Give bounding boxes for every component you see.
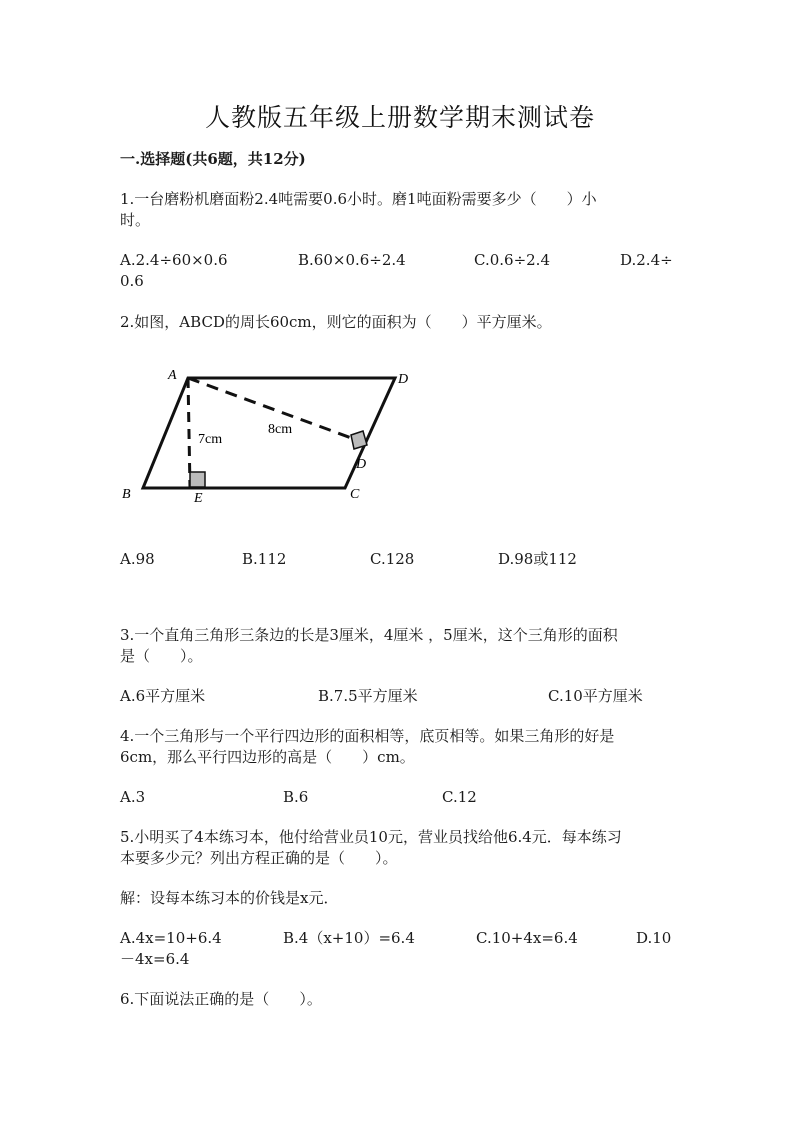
section-heading: 一.选择题(共6题，共12分) bbox=[120, 150, 306, 168]
question-5-option-d-cont: －4x=6.4 bbox=[120, 950, 190, 968]
vertex-label-d: D bbox=[398, 372, 409, 387]
question-1-text-line2: 时。 bbox=[120, 211, 151, 229]
diagonal-label: 8cm bbox=[268, 422, 293, 437]
question-2-option-c[interactable]: C.128 bbox=[370, 550, 415, 568]
question-4-text-line2: 6cm，那么平行四边形的高是（ ）cm。 bbox=[120, 748, 415, 766]
question-3-option-b[interactable]: B.7.5平方厘米 bbox=[318, 687, 418, 705]
question-5-option-c[interactable]: C.10+4x=6.4 bbox=[476, 929, 578, 947]
question-3-text-line1: 3.一个直角三角形三条边的长是3厘米，4厘米 ，5厘米，这个三角形的面积 bbox=[120, 626, 618, 644]
question-2-option-a[interactable]: A.98 bbox=[120, 550, 155, 568]
right-angle-mark-e bbox=[190, 472, 205, 487]
right-angle-mark-d bbox=[351, 431, 367, 449]
question-3-option-c[interactable]: C.10平方厘米 bbox=[548, 687, 643, 705]
question-5-solution: 解：设每本练习本的价钱是x元． bbox=[120, 889, 339, 907]
foot-label-d: D bbox=[356, 457, 367, 472]
question-4-option-c[interactable]: C.12 bbox=[442, 788, 477, 806]
vertex-label-c: C bbox=[350, 487, 360, 502]
question-1-option-d-cont: 0.6 bbox=[120, 272, 144, 290]
question-2-option-b[interactable]: B.112 bbox=[242, 550, 287, 568]
question-5-option-b[interactable]: B.4（x+10）=6.4 bbox=[283, 929, 415, 947]
question-1-option-a[interactable]: A.2.4÷60×0.6 bbox=[120, 251, 228, 269]
question-5-option-d[interactable]: D.10 bbox=[636, 929, 672, 947]
question-1-text-line1: 1.一台磨粉机磨面粉2.4吨需要0.6小时。磨1吨面粉需要多少（ ）小 bbox=[120, 190, 597, 208]
question-5-text-line1: 5.小明买了4本练习本，他付给营业员10元，营业员找给他6.4元．每本练习 bbox=[120, 828, 622, 846]
question-3-option-a[interactable]: A.6平方厘米 bbox=[120, 687, 206, 705]
question-6-text: 6.下面说法正确的是（ ）。 bbox=[120, 990, 322, 1008]
question-5-text-line2: 本要多少元？列出方程正确的是（ ）。 bbox=[120, 849, 398, 867]
parallelogram-figure bbox=[110, 355, 430, 515]
question-1-option-b[interactable]: B.60×0.6÷2.4 bbox=[298, 251, 406, 269]
question-3-text-line2: 是（ ）。 bbox=[120, 647, 203, 665]
foot-label-e: E bbox=[194, 491, 203, 506]
vertex-label-a: A bbox=[168, 368, 177, 383]
question-5-option-a[interactable]: A.4x=10+6.4 bbox=[120, 929, 222, 947]
question-2-text: 2.如图，ABCD的周长60cm，则它的面积为（ ）平方厘米。 bbox=[120, 313, 552, 331]
question-2-option-d[interactable]: D.98或112 bbox=[498, 550, 577, 568]
page-title: 人教版五年级上册数学期末测试卷 bbox=[204, 103, 595, 132]
question-1-option-d[interactable]: D.2.4÷ bbox=[620, 251, 673, 269]
question-1-option-c[interactable]: C.0.6÷2.4 bbox=[474, 251, 550, 269]
vertex-label-b: B bbox=[122, 487, 131, 502]
question-4-text-line1: 4.一个三角形与一个平行四边形的面积相等，底页相等。如果三角形的好是 bbox=[120, 727, 615, 745]
height-label: 7cm bbox=[198, 432, 223, 447]
question-4-option-b[interactable]: B.6 bbox=[283, 788, 309, 806]
question-4-option-a[interactable]: A.3 bbox=[120, 788, 146, 806]
